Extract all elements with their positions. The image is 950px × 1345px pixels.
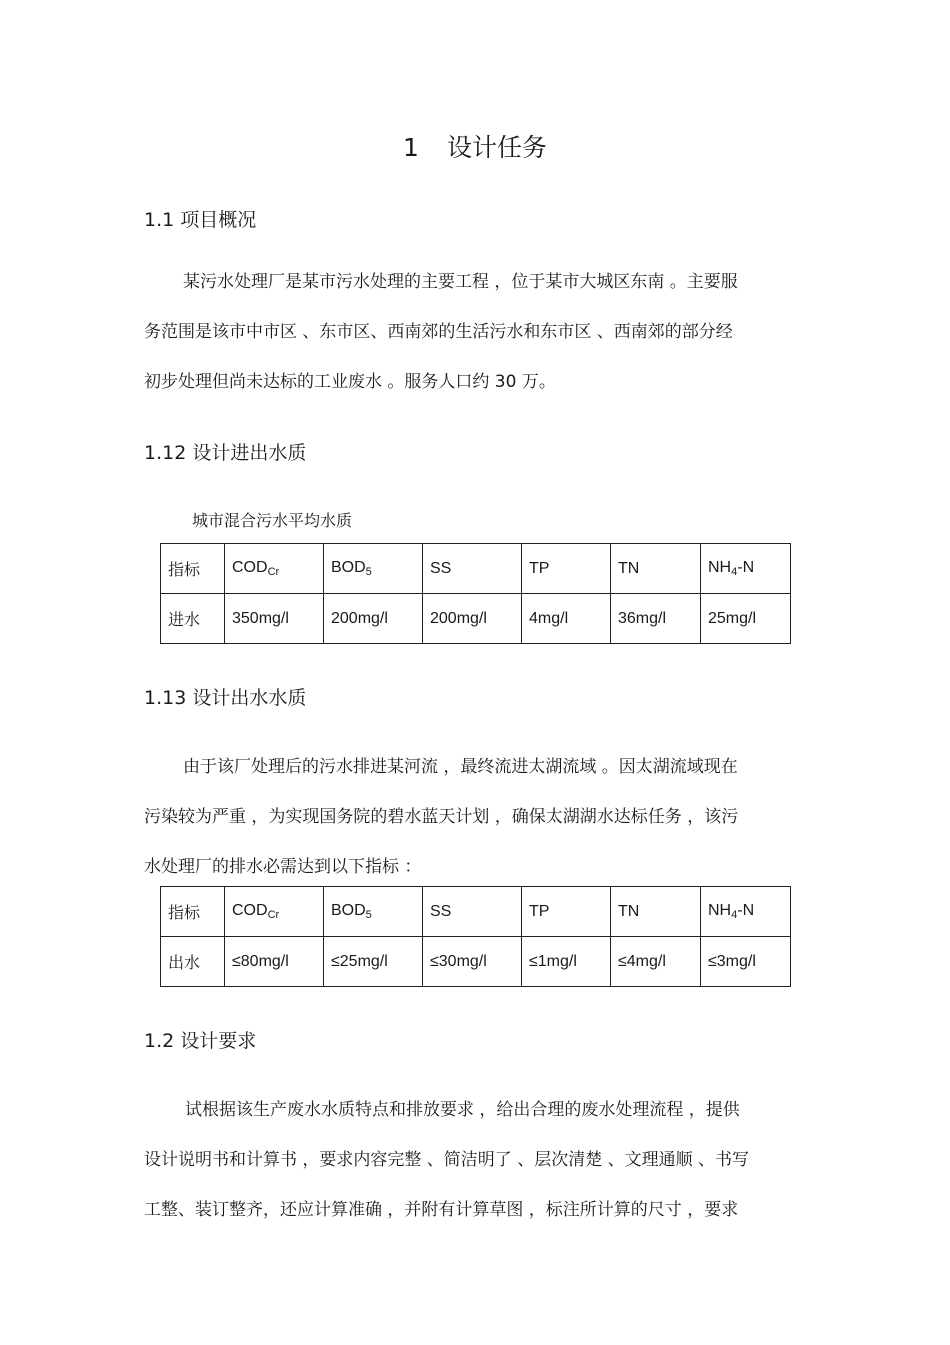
header-cell-tp: TP [522,887,611,937]
header-cell-bod: $BOD_5$ [324,544,423,594]
header-cell-cod: $COD_{Cr}$ [225,887,324,937]
title-text: 设计任务 [446,133,547,162]
influent-quality-table [160,543,791,644]
table-cell: ≤25mg/l [324,937,423,987]
paragraph-line: 工整、装订整齐，还应计算准确 ，并附有计算草图 ，标注所计算的尺寸 ，要求 [144,1200,739,1220]
paragraph-line: 初步处理但尚未达标的工业废水 。服务人口约 30 万。 [144,372,556,392]
section-heading-1-13: 1.13 设计出水水质 [144,687,307,709]
header-cell-nh4n: $NH_4-N$ [701,887,791,937]
table-cell: 200mg/l [423,594,522,644]
header-cell-ss: SS [423,544,522,594]
table-cell: 25mg/l [701,594,791,644]
table-cell: 350mg/l [225,594,324,644]
table-header-row [161,887,791,937]
header-cell-tn: TN [611,544,701,594]
table-cell: 200mg/l [324,594,423,644]
table-row [161,937,791,987]
header-cell-tp: TP [522,544,611,594]
paragraph-line: 水处理厂的排水必需达到以下指标 ： [144,857,422,877]
table-cell: ≤30mg/l [423,937,522,987]
effluent-quality-table [160,886,791,987]
section-heading-1-2: 1.2 设计要求 [144,1030,257,1052]
row-label-cell: 进水 [161,594,225,644]
section-heading-1-12: 1.12 设计进出水质 [144,442,307,464]
table-header-row [161,544,791,594]
header-cell-indicator: 指标 [161,544,225,594]
table-cell: ≤80mg/l [225,937,324,987]
header-cell-ss: SS [423,887,522,937]
paragraph-line: 由于该厂处理后的污水排进某河流 ，最终流进太湖流域 。因太湖流域现在 [183,757,738,777]
header-cell-tn: TN [611,887,701,937]
table-cell: ≤3mg/l [701,937,791,987]
paragraph-line: 污染较为严重 ，为实现国务院的碧水蓝天计划 ，确保太湖湖水达标任务 ，该污 [144,807,739,827]
section-heading-1-1: 1.1 项目概况 [144,209,257,231]
page-title [0,128,950,164]
table-row [161,594,791,644]
paragraph-line: 试根据该生产废水水质特点和排放要求 ，给出合理的废水处理流程 ，提供 [185,1100,740,1120]
header-cell-indicator: 指标 [161,887,225,937]
table-cell: ≤4mg/l [611,937,701,987]
header-cell-bod: $BOD_5$ [324,887,423,937]
paragraph-line: 设计说明书和计算书 ，要求内容完整 、简洁明了 、层次清楚 、文理通顺 、书写 [144,1150,750,1170]
header-cell-cod: $COD_{Cr}$ [225,544,324,594]
paragraph-line: 务范围是该市中市区 、东市区、西南郊的生活污水和东市区 、西南郊的部分经 [144,322,733,342]
table-cell: 36mg/l [611,594,701,644]
header-cell-nh4n: $NH_4-N$ [701,544,791,594]
table-cell: 4mg/l [522,594,611,644]
table-caption: 城市混合污水平均水质 [192,511,353,530]
table-cell: ≤1mg/l [522,937,611,987]
paragraph-line: 某污水处理厂是某市污水处理的主要工程 ，位于某市大城区东南 。主要服 [183,272,738,292]
title-number: 1 [403,133,419,162]
row-label-cell: 出水 [161,937,225,987]
